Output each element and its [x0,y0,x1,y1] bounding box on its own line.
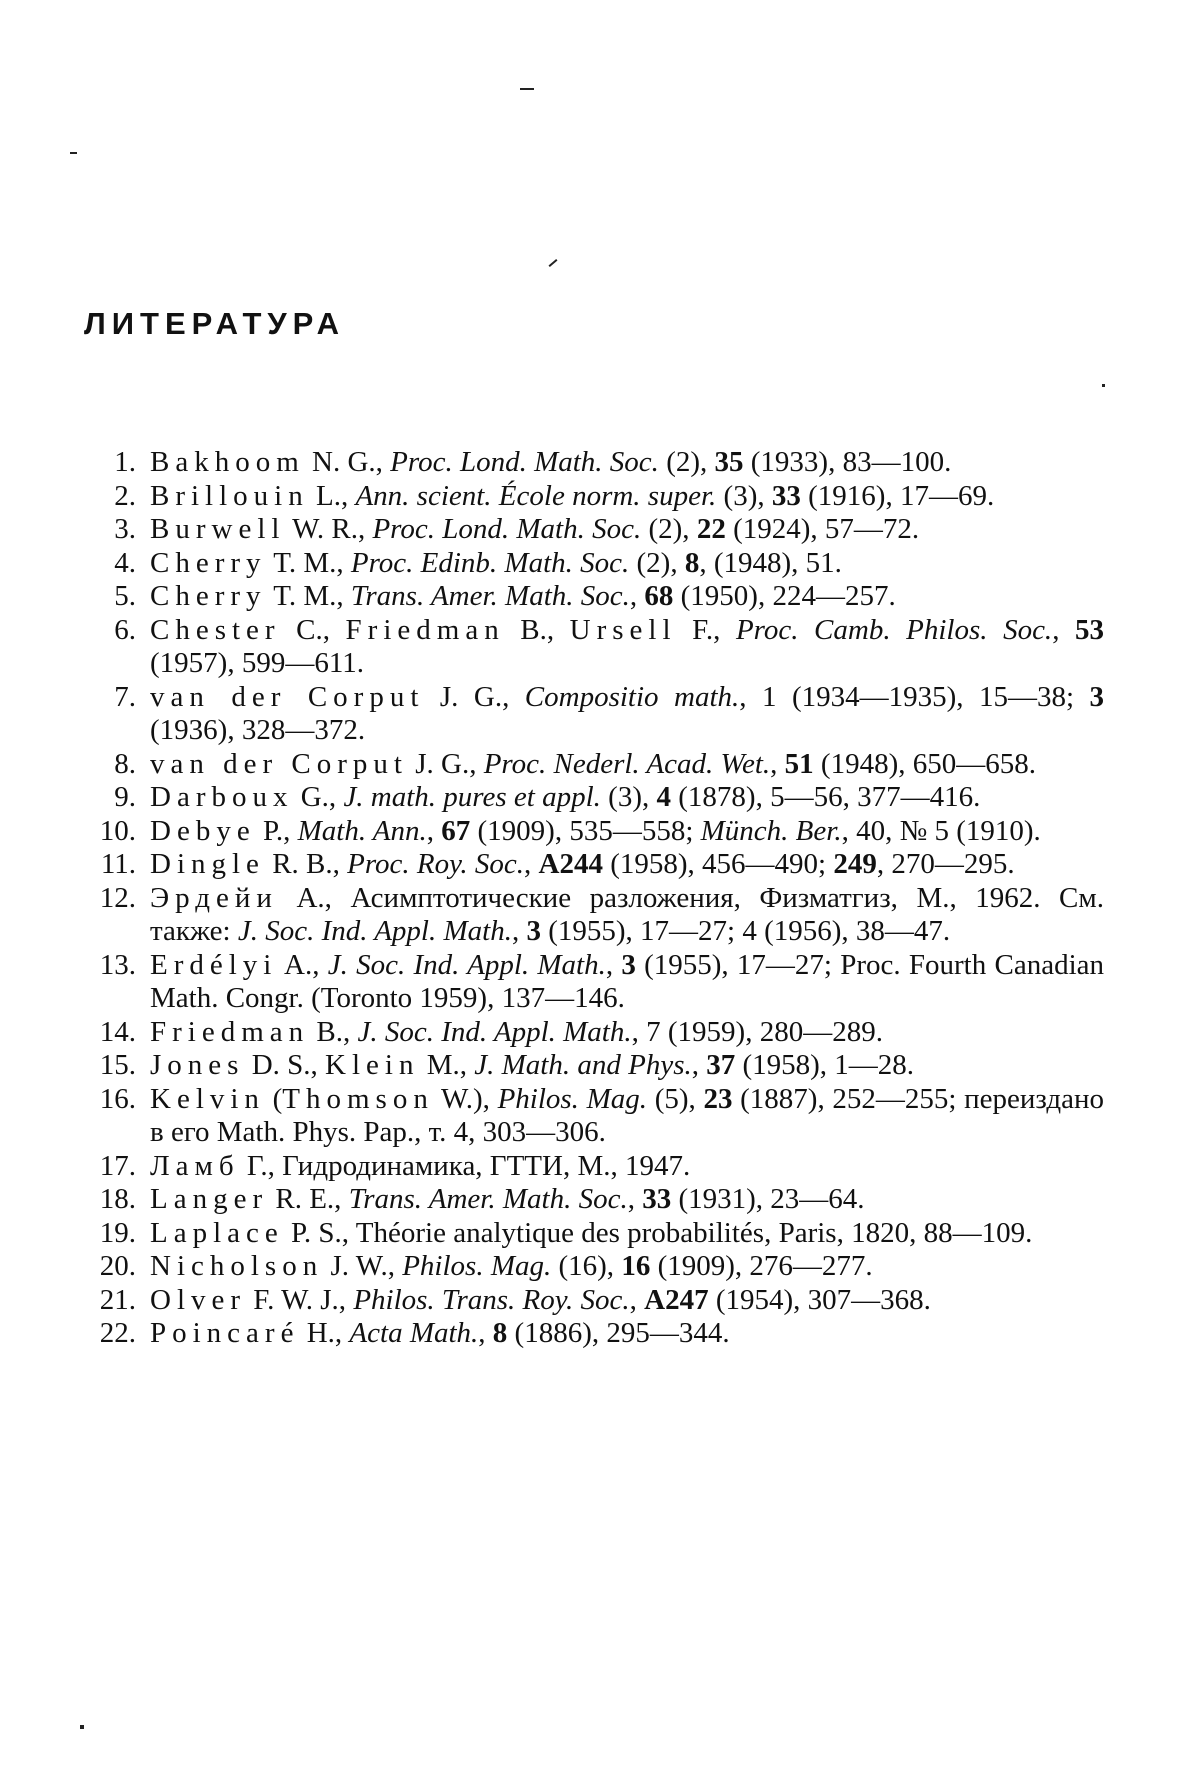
author-name: Cherry [150,580,267,612]
reference-item [76,949,1104,1016]
citation-text: , [770,747,785,780]
reference-item [76,1083,1104,1150]
reference-item [76,547,1104,581]
journal-title: Philos. Mag. [497,1082,648,1115]
citation-text: , [691,1049,707,1081]
citation-text: (1954), 307—368. [708,1283,931,1316]
volume-number: A244 [538,848,603,880]
volume-number: 68 [644,580,674,612]
citation-text: M., [419,1049,475,1081]
author-name: Cherry [150,546,267,579]
journal-title: J. Soc. Ind. Appl. Math. [327,948,606,981]
reference-number: 2. [114,479,136,512]
citation-text: J. G., [407,747,484,780]
citation-text: (2), [658,446,715,478]
volume-number: 35 [714,446,744,478]
citation-text: D. S., [244,1049,326,1081]
author-name: Thomson [282,1082,434,1115]
citation-text: (1950), 224—257. [673,580,896,612]
citation-text: (1957), 599—611. [150,647,364,679]
journal-title: Acta Math. [349,1317,479,1349]
volume-number: 67 [441,814,471,847]
citation-text: (1931), 23—64. [671,1183,865,1215]
citation-text: ( [264,1082,283,1115]
journal-title: J. Soc. Ind. Appl. Math. [237,915,512,947]
citation-text: N. G., [304,446,391,478]
citation-text: , [629,1283,645,1316]
reference-number: 8. [114,747,136,780]
journal-title: Proc. Nederl. Acad. Wet. [483,747,771,780]
reference-number: 16. [99,1082,136,1115]
scan-speck [80,1725,84,1729]
scan-speck [549,259,558,267]
journal-title: Trans. Amer. Math. Soc. [350,580,630,612]
author-name: Burwell [150,513,286,545]
citation-text: G., [293,781,344,813]
author-name: van der Corput [150,680,425,713]
citation-text: (1958), 1—28. [735,1049,915,1081]
citation-text: , 1 (1934—1935), 15—38; [739,680,1090,713]
citation-text: , [524,848,539,880]
reference-number: 17. [99,1149,136,1182]
author-name: Olver [150,1283,247,1316]
reference-number: 15. [99,1049,136,1081]
author-name: Jones [150,1049,245,1081]
reference-number: 5. [114,580,136,612]
reference-number: 18. [99,1183,136,1215]
scan-speck [1102,384,1105,387]
reference-number: 21. [99,1283,136,1316]
citation-text: T. M., [266,580,351,612]
journal-title: Proc. Edinb. Math. Soc. [350,546,630,579]
journal-title: Trans. Amer. Math. Soc. [348,1183,628,1215]
reference-number: 1. [114,446,136,478]
volume-number: 3 [526,915,541,947]
journal-title: Math. Ann. [297,814,427,847]
citation-text: P. S., Théorie analytique des probabilités, Paris, 1820, 88—109. [283,1216,1033,1249]
reference-number: 22. [99,1317,136,1349]
journal-title: J. math. pures et appl. [343,781,601,813]
journal-title: Ann. scient. École norm. super. [355,479,717,512]
reference-number: 14. [99,1015,136,1048]
citation-text: , [426,814,442,847]
reference-item [76,513,1104,547]
citation-text: (1933), 83—100. [743,446,952,478]
reference-number: 10. [99,814,136,847]
reference-item [76,748,1104,782]
reference-item [76,781,1104,815]
volume-number: A247 [644,1283,709,1316]
page-title: ЛИТЕРАТУРА [84,306,346,341]
reference-item [76,446,1104,480]
author-name: Debye [150,814,256,847]
citation-text: (1916), 17—69. [800,479,995,512]
journal-title: Compositio math. [524,680,740,713]
author-name: Erdélyi [150,948,278,981]
journal-title: Proc. Lond. Math. Soc. [390,446,659,478]
volume-number: 16 [621,1250,651,1282]
citation-text: (1936), 328—372. [150,714,366,746]
journal-title: Münch. Ber. [700,814,842,847]
citation-text: B., [309,1015,358,1048]
scan-speck [520,88,534,90]
citation-text: C., [280,613,346,646]
citation-text: (1955), 17—27; Proc. Fourth Canadian Math. Congr. (Toronto 1959), 137—146. [150,948,1105,1014]
reference-number: 12. [99,881,136,914]
reference-item [76,815,1104,849]
citation-text: (1909), 535—558; [470,814,701,847]
volume-number: 51 [784,747,814,780]
reference-item [76,480,1104,514]
citation-text: , [478,1317,493,1349]
reference-number: 9. [114,781,136,813]
citation-text: J. G., [424,680,525,713]
volume-number: 53 [1075,613,1104,646]
citation-text: H., [299,1317,350,1349]
volume-number: 3 [621,948,636,981]
citation-text: W. R., [285,513,373,545]
citation-text: (3), [600,781,657,813]
volume-number: 8 [684,546,700,579]
author-name: Friedman [345,613,505,646]
author-name: Darboux [150,781,294,813]
volume-number: 33 [771,479,801,512]
reference-item [76,1183,1104,1217]
journal-title: J. Math. and Phys. [474,1049,692,1081]
volume-number: 23 [703,1082,733,1115]
citation-text: (16), [551,1250,622,1282]
citation-text: Г., Гидродинамика, ГТТИ, М., 1947. [239,1149,691,1182]
citation-text: , [1052,613,1075,646]
citation-text: B., [504,613,570,646]
citation-text: T. M., [266,546,351,579]
citation-text: R. E., [268,1183,349,1215]
reference-item [76,1317,1104,1351]
citation-text: , [605,948,622,981]
citation-text: , (1948), 51. [699,546,842,579]
reference-number: 6. [114,613,136,646]
citation-text: (1886), 295—344. [507,1317,730,1349]
volume-number: 37 [706,1049,736,1081]
citation-text: R. B., [264,848,348,880]
citation-text: , 270—295. [876,848,1015,880]
volume-number: 22 [696,513,726,545]
citation-text: F. W. J., [246,1283,354,1316]
volume-number: 8 [492,1317,508,1349]
citation-text: W.), [433,1082,498,1115]
citation-text: (1878), 5—56, 377—416. [671,781,981,813]
author-name: Dingle [150,848,265,880]
citation-text: , 40, № 5 (1910). [841,814,1041,847]
reference-item [76,1217,1104,1251]
reference-number: 4. [114,546,136,579]
author-name: Laplace [150,1216,284,1249]
volume-number: 249 [833,848,877,880]
author-name: Ursell [569,613,677,646]
reference-item [76,1150,1104,1184]
reference-item [76,1049,1104,1083]
citation-text: , [629,580,645,612]
volume-number: 33 [642,1183,672,1215]
author-name: van der Corput [150,747,408,780]
citation-text: F., [676,613,736,646]
citation-text: , 7 (1959), 280—289. [631,1015,883,1048]
citation-text: (5), [647,1082,704,1115]
journal-title: J. Soc. Ind. Appl. Math. [357,1015,632,1048]
reference-number: 11. [100,848,136,880]
reference-number: 20. [99,1250,136,1282]
scan-speck [70,152,77,154]
author-name: Bakhoom [150,446,305,478]
author-name: Nicholson [150,1250,324,1282]
author-name: Эрдейи [150,881,278,914]
reference-item [76,1016,1104,1050]
author-name: Brillouin [150,479,309,512]
volume-number: 4 [656,781,671,813]
citation-text: (2), [629,546,685,579]
reference-list [76,446,1104,1351]
journal-title: Proc. Lond. Math. Soc. [372,513,642,545]
author-name: Langer [150,1183,269,1215]
journal-title: Proc. Roy. Soc. [347,848,525,880]
citation-text: A., [277,948,328,981]
citation-text: L., [308,479,356,512]
journal-title: Philos. Trans. Roy. Soc. [353,1283,630,1316]
volume-number: 3 [1089,680,1105,713]
reference-number: 13. [99,948,136,981]
author-name: Friedman [150,1015,310,1048]
reference-number: 19. [99,1216,136,1249]
author-name: Klein [325,1049,420,1081]
citation-text: (1955), 17—27; 4 (1956), 38—47. [540,915,951,947]
citation-text: , [627,1183,643,1215]
citation-text: (1958), 456—490; [602,848,834,880]
citation-text: А., Асимптотические разложения, Физматгиз, М., 1962. См. также: [150,881,1104,947]
author-name: Ламб [150,1149,240,1182]
citation-text: J. W., [323,1250,403,1282]
citation-text: , [511,915,527,947]
citation-text: (1887), 252—255; переиздано в его Math. Phys. Pap., т. 4, 303—306. [150,1082,1104,1148]
reference-item [76,1250,1104,1284]
reference-item [76,882,1104,949]
reference-number: 3. [114,513,136,545]
reference-item [76,580,1104,614]
reference-number: 7. [114,680,136,713]
journal-title: Philos. Mag. [402,1250,552,1282]
reference-item [76,681,1104,748]
reference-item [76,848,1104,882]
journal-title: Proc. Camb. Philos. Soc. [735,613,1053,646]
citation-text: (3), [716,479,772,512]
citation-text: (1909), 276—277. [650,1250,873,1282]
citation-text: P., [255,814,298,847]
author-name: Chester [150,613,281,646]
author-name: Kelvin [150,1082,265,1115]
reference-item [76,1284,1104,1318]
citation-text: (1948), 650—658. [813,747,1036,780]
citation-text: (1924), 57—72. [725,513,920,545]
author-name: Poincaré [150,1317,300,1349]
reference-item [76,614,1104,681]
citation-text: (2), [641,513,697,545]
